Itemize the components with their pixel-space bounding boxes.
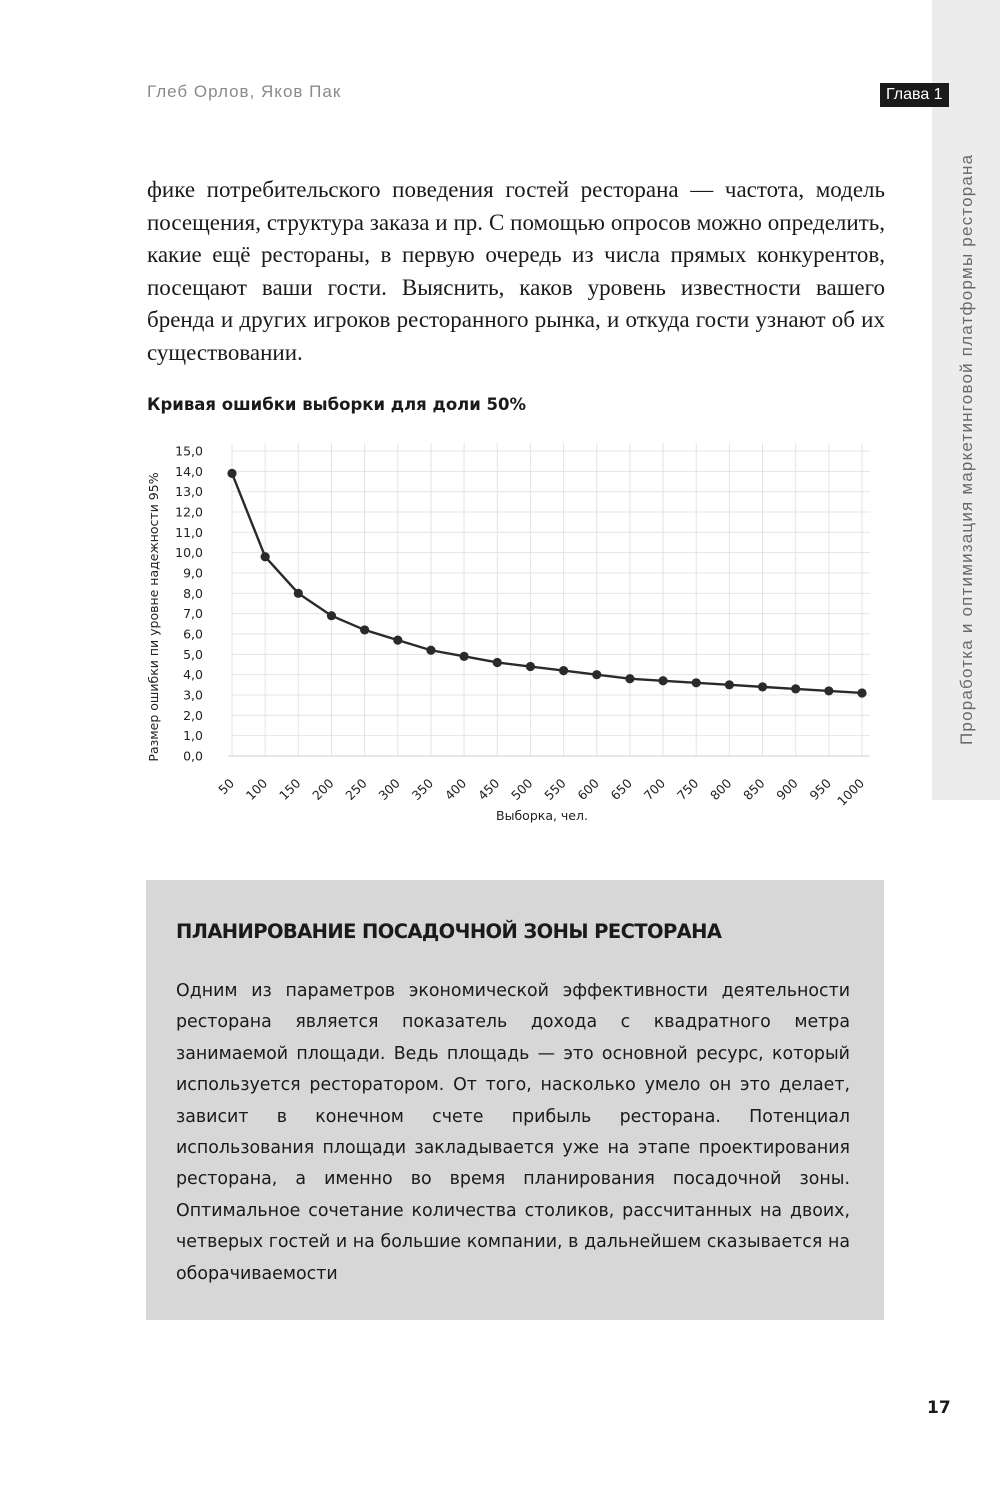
y-tick-label: 11,0 — [175, 524, 203, 540]
y-tick-label: 10,0 — [175, 545, 203, 561]
x-tick-label: 900 — [773, 775, 801, 803]
chart-title: Кривая ошибки выборки для доли 50% — [147, 395, 527, 414]
data-point — [493, 658, 502, 667]
x-tick-label: 1000 — [834, 775, 868, 809]
y-tick-label: 0,0 — [183, 748, 203, 764]
body-paragraph: фике потребительского поведения гостей ресторана — частота, модель посещения, структура заказа и пр. С помощью опросов можно определить, какие ещё рестораны, в первую очередь из числа прямых конкурентов, посещают ваши гости. Выяснить, каков уровень известности вашего бренда и других игроков ресторанного рынка, и откуда гости узнают об их существовании. — [147, 177, 885, 365]
x-tick-label: 450 — [474, 775, 503, 803]
info-box — [146, 880, 884, 1320]
data-point — [526, 662, 535, 671]
data-point — [625, 674, 634, 683]
x-axis-ticks — [215, 775, 867, 808]
data-points — [227, 469, 866, 698]
data-point — [824, 686, 833, 695]
x-tick-label: 300 — [375, 775, 403, 803]
x-tick-label: 700 — [640, 775, 669, 803]
data-point — [360, 625, 369, 634]
data-point — [426, 646, 435, 655]
x-tick-label: 400 — [441, 775, 470, 803]
x-tick-label: 950 — [806, 775, 834, 803]
x-tick-label: 350 — [408, 775, 437, 803]
page-number: 17 — [927, 1398, 951, 1418]
data-point — [725, 680, 734, 689]
data-point — [559, 666, 568, 675]
y-tick-label: 9,0 — [183, 565, 203, 581]
y-tick-label: 14,0 — [175, 463, 203, 479]
y-tick-label: 7,0 — [183, 606, 203, 622]
y-axis-label: Размер ошибки пи уровне надежности 95% — [146, 472, 161, 762]
data-point — [791, 684, 800, 693]
data-point — [658, 676, 667, 685]
y-tick-label: 5,0 — [183, 646, 203, 662]
x-tick-label: 800 — [707, 775, 735, 803]
x-tick-label: 650 — [607, 775, 636, 803]
y-tick-label: 12,0 — [175, 504, 203, 520]
y-axis-ticks — [175, 444, 203, 764]
sampling-error-chart — [110, 430, 880, 830]
x-tick-label: 750 — [673, 775, 702, 803]
x-tick-label: 500 — [508, 775, 536, 803]
data-point — [857, 688, 866, 697]
data-point — [294, 589, 303, 598]
x-tick-label: 850 — [740, 775, 768, 803]
x-axis-label: Выборка, чел. — [496, 808, 588, 823]
x-tick-label: 250 — [342, 775, 370, 803]
box-title: ПЛАНИРОВАНИЕ ПОСАДОЧНОЙ ЗОНЫ РЕСТОРАНА — [176, 920, 722, 943]
data-point — [592, 670, 601, 679]
chapter-badge: Глава 1 — [880, 83, 949, 107]
y-tick-label: 3,0 — [183, 687, 203, 703]
x-tick-label: 600 — [574, 775, 602, 803]
y-tick-label: 15,0 — [175, 443, 203, 459]
data-point — [692, 678, 701, 687]
data-point — [460, 652, 469, 661]
x-tick-label: 550 — [541, 775, 569, 803]
chart-grid — [228, 443, 870, 756]
side-running-title: Проработка и оптимизация маркетинговой платформы ресторана — [957, 153, 976, 745]
series-line — [232, 473, 862, 693]
y-tick-label: 6,0 — [183, 626, 203, 642]
y-tick-label: 8,0 — [183, 585, 203, 601]
y-tick-label: 4,0 — [183, 667, 203, 683]
y-tick-label: 1,0 — [183, 728, 203, 744]
x-tick-label: 150 — [275, 775, 304, 803]
x-tick-label: 100 — [242, 775, 271, 803]
x-tick-label: 200 — [309, 775, 337, 803]
x-tick-label: 50 — [215, 775, 238, 798]
data-point — [227, 469, 236, 478]
running-header-authors: Глеб Орлов, Яков Пак — [147, 82, 342, 101]
data-point — [393, 636, 402, 645]
y-tick-label: 2,0 — [183, 707, 203, 723]
data-point — [261, 552, 270, 561]
y-tick-label: 13,0 — [175, 484, 203, 500]
box-paragraph: Одним из параметров экономической эффективности деятельности ресторана является показатель дохода с квадратного метра занимаемой площади. Ведь площадь — это основной ресурс, который используется ресторатором. От того, насколько умело он это делает, зависит в конечном счете прибыль ресторана. Потенциал использования площади закладывается уже на этапе проектирования ресторана, а именно во время планирования посадочной зоны. Оптимальное сочетание количества столиков, рассчитанных на двоих, четверых гостей и на большие компании, в дальнейшем сказывается на оборачиваемости — [176, 981, 850, 1284]
data-point — [758, 682, 767, 691]
data-point — [327, 611, 336, 620]
